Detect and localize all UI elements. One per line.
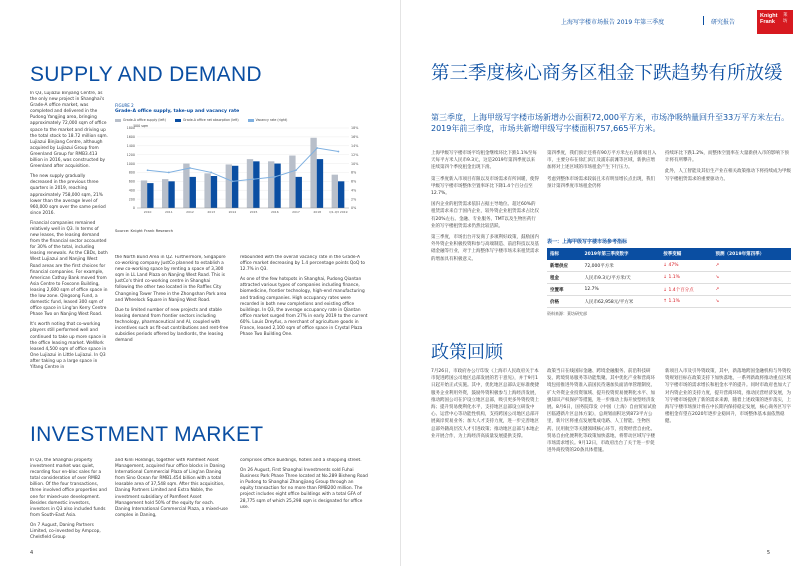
market-para: 上海甲级写字楼市场平均租金继续环比下跌1.1%至每天每平方米人民币9.3元，这是2019年第四季度以来连续第四个季度租金出现下滑。 [431,151,537,171]
y-tick-label: 1200 [126,152,135,157]
page-number: 5 [766,550,770,556]
bar-absorption [317,159,323,208]
table-cell: 人民币62,958元/平方米 [582,296,661,308]
table-cell: ↑ 1.1% [660,296,712,308]
bar-supply [332,175,338,208]
table-row [547,284,791,296]
knight-frank-logo [757,10,793,34]
table-header-row [547,248,791,260]
supply-heading: SUPPLY AND DEMAND [30,63,262,86]
supply-para: Financial companies remained relatively well in Q3. In terms of new leases, the leasing demand from the financial sector accounted for 30% of the total, including leasing renewals. As the CBDs, both West Lujiazui and Nanjing West Road areas are the first choices for financial companies. For example, American Cathay Bank moved from Asia Centre to Foxconn Building, leasing 2,600 sqm of office space in the low zone. Qingsong Fund, a domestic fund, leased 300 sqm of office space in Ling'an Kerry Centre Phase Two on Nanjing West Road. [30,220,108,318]
bar-supply [183,164,189,208]
y-tick-label: 1600 [126,135,135,140]
legend-label: Grade-A office net absorption (left) [182,118,239,122]
table-row [547,272,791,284]
y-tick-label: 800 [128,170,135,175]
x-tick-label: 2014 [228,210,237,214]
y2-tick-label: 0% [351,206,357,211]
bar-supply [247,159,253,208]
invest-col2 [115,458,230,548]
bar-supply [226,164,232,208]
table-cell: ↘ [713,296,791,308]
table-header: 指标 [547,248,582,260]
table-cell: ↓ 47% [660,260,712,272]
right-page [400,0,800,566]
supply-para: rebounded with the overall vacancy rate in the Grade-A office market decreasing by 1.4 percentage points QoQ to 12.7% in Q3. [240,255,365,273]
y-axis-unit: '000 sqm [133,124,149,128]
policy-heading: 政策回顾 [431,342,503,363]
market-para: 持续环比下跌1.2%，而整体空置率在大量新供入市的影响下预计将有所攀升。 [665,151,789,164]
bar-absorption [274,164,280,208]
vacancy-point [253,178,255,180]
bar-absorption [253,161,259,208]
table-cell: ↗ [713,260,791,272]
market-para: 此外，人工智能及其衍生产业在相关政策推动下将持续成为甲级写字楼租赁需求的重要驱动力。 [665,169,791,182]
bar-absorption [296,177,302,208]
market-col2 [547,150,657,230]
table-cell: ↘ [713,272,791,284]
market-para: 考虑到整体市场需求较弱且未有明显增长点出现，我们预计第四季度市场租金仍将 [547,176,655,189]
y2-tick-label: 14% [351,143,359,148]
page-number: 4 [30,550,34,556]
table-cell: 12.7% [582,284,661,296]
y-tick-label: 0 [132,206,135,211]
y2-tick-label: 6% [351,179,357,184]
invest-para: On 7 August, Daning Partners Limited, co-invested by Ampcop, Chelsfield Group [30,522,101,541]
bar-supply [268,161,274,208]
bar-supply [141,180,147,208]
legend-label: Vacancy rate (right) [255,118,288,122]
bar-absorption [190,177,196,208]
table-cell: ↓ 1.1% [660,272,712,284]
market-para: 第三季度新入市项目有限以及市场需求有所回暖，使得甲级写字楼市场整体空置率环比下降1.4个百分点至12.7%。 [431,176,539,197]
market-para: 第四季度，我们预计还将有90万平方米左右的新项目入市，主要分布在徐汇滨江及浦东前滩等区域，新供应增加将对上述区域的市场租金产生下行压力。 [547,151,657,171]
policy-para: 7月26日，市政府办公厅印发《上海市人民政府关于本市促进跨国公司地区总部发展的若干意见》，并于9月1日起开始正式实施。其中，优化地区总部认定标准便捷服务企业利用外资，鼓励外资积极参与上海经济发展，推动跨国公司在沪设立地区总部，吸引更多外资投资上海；提升贸易便利化水平，支持地区总部设立研发中心、运营中心等功能性机构，支持跨国公司地区总部开展离岸贸易业务；加大人才支持力度，进一步完善地区总部外籍高层次人才引进政策；推动地区总部与本地企业开展合作，为上海经济高质量发展提供支撑。 [431,369,539,439]
y-tick-label: 1400 [126,143,135,148]
figure-label: FIGURE 2 [115,103,134,108]
y2-tick-label: 4% [351,188,357,193]
bar-supply [289,156,295,208]
table-title: 表一：上海甲级写字楼市场参考指标 [547,239,628,245]
page-headline: 第三季度核心商务区租金下跌趋势有所放缓 [431,63,783,84]
x-tick-label: 2015 [249,210,258,214]
invest-para: In Q3, the Shanghai property investment market was quiet, recording four en-bloc sales for a total consideration of over RMB2 billion. Of the four transactions, three involved office properties and one for mixed-use development. Besides domestic investors, investors in Q3 also included funds from South-East Asia. [30,458,107,518]
bar-absorption [338,181,344,208]
report-type: 研究报告 [711,19,736,26]
invest-col3 [240,458,368,548]
table-header: 预测（2019年第四季） [713,248,791,260]
table-row [547,260,791,272]
bar-absorption [211,176,217,208]
y2-tick-label: 16% [351,135,359,140]
y2-tick-label: 12% [351,152,359,157]
supply-para: In Q3, Lujiazui Binjiang Centre, as the only new project in Shanghai's Grade-A office market, was completed and delivered in the Pudong Yangjing area, bringing approximately 72,000 sqm of office space to the market and driving up the total stock to 18.72 million sqm. Lujiazui Binjiang Centre, although acquired by Lujiazui Group from Greenland Group for RMB3.413 billion in 2016, was constructed by Greenland after acquisition. [30,91,108,170]
vacancy-point [232,180,234,182]
table-source: 资料来源：莱坊研究部 [547,311,587,316]
bar-supply [204,173,210,208]
invest-col1 [30,458,108,548]
bar-absorption [168,181,174,208]
table-header: 按季变幅 [660,248,712,260]
vacancy-point [316,147,318,149]
vacancy-point [168,172,170,174]
x-tick-label: Q1-Q3 2019 [329,210,348,214]
indicator-table-block [547,238,791,317]
table-row [547,296,791,308]
invest-para: comprises office buildings, hotels and a shopping street. [240,458,362,463]
supply-para: the North Bund Area in Q2. Furthermore, Singapore co-working company JustCo planned to establish a new co-working space by renting a space of 3,300 sqm in LL Land Plaza on Nanjing West Road. This is JustCo's third co-working centre in Shanghai following the other two located in the Raffles City Changning Tower Three in the Zhongshan Park area and Wheelock Square in Nanjing West Road. [115,255,227,303]
table-cell: 空置率 [547,284,582,296]
bar-absorption [232,166,238,208]
supply-col1 [30,91,108,471]
y2-tick-label: 2% [351,197,357,202]
market-para: 第三季度，市场出台开发商了多项利好政策，鼓励国内外外资企业积极投资和参与高端制造、前沿科技以及基础金融等行业，对于上海整体写字楼市场未来租赁需求的增加具有积极意义。 [431,235,539,262]
x-tick-label: 2018 [313,210,322,214]
y2-tick-label: 10% [351,161,359,166]
legend-label: Grade-A office supply (left) [123,118,166,122]
x-tick-label: 2012 [186,210,194,214]
bar-absorption [147,183,153,208]
table-cell: 新增供应 [547,260,582,272]
table-cell: ↓ 1.4个百分点 [660,284,712,296]
investment-heading: INVESTMENT MARKET [30,423,264,446]
y-tick-label: 400 [128,188,135,193]
supply-col2 [115,255,230,405]
figure-source: Source: Knight Frank Research [115,228,174,233]
y-tick-label: 600 [128,179,135,184]
vacancy-point [189,167,191,169]
supply-chart [115,122,365,222]
table-header: 2019年第三季度数字 [582,248,661,260]
table-cell: 人民币9.3元/平方米/天 [582,272,661,284]
bar-supply [310,138,316,208]
policy-col1 [431,368,539,543]
logo-zh: 莱坊 [783,13,788,24]
x-tick-label: 2016 [270,210,279,214]
supply-para: The new supply gradually decreased in the previous three quarters in 2019, reaching approximately 758,000 sqm, 21% lower than the average level of 960,000 sqm over the same period since 2016. [30,174,106,216]
table-cell: ↗ [713,284,791,296]
supply-para: As one of the few hotspots in Shanghai, Pudong Qiantan attracted various types of companies including finance, biomedicine, frontier technology, high-end manufacturing and trading companies. High occupancy rates were recorded in both new completions and existing office buildings. In Q3, the average occupancy rate in Qiantan office market surged from 27% in early 2019 to the current 60%. Louis Dreyfus, a merchant of agriculture goods in France, leased 2,100 sqm of office space in Crystal Plaza Phase Two Building One. [240,277,368,338]
indicator-table [547,248,791,308]
vacancy-point [147,169,149,171]
page-subhead: 第三季度，上海甲级写字楼市场新增办公面积72,000平方米，市场净吸纳量回升至33万平方米左右。2019年前三季度，市场共新增甲级写字楼面积757,665平方米。 [431,113,790,133]
policy-col2 [547,368,657,543]
y-tick-label: 1000 [126,161,135,166]
y-tick-label: 1800 [126,126,135,131]
vacancy-line [148,148,339,181]
x-tick-label: 2010 [143,210,152,214]
supply-para: It's worth noting that co-working players still performed well and continued to take up more space in the office leasing market. WeWork leased 4,500 sqm of office space in One Lujiazui in Little Lujiazui. In Q3 after taking up a large space in Yifang Centre in [30,322,107,371]
report-title: 上海写字楼市场报告 2019 年第三季度 [561,19,665,26]
invest-para: and Kinli Holdings, together with Pamfleet Asset Management, acquired four office blocks in Daning International Commercial Plaza of Ling'an Daning from Sino Ocean for RMB1.454 billion with a total leasable area of 37,548 sqm. After this acquisition, Daning Partners Limited and Extra Noble, the investment subsidiary of Pamfleet Asset Management hold 50% of the equity for each. Daning International Commercial Plaza, a mixed-use complex in Daning, [115,458,228,518]
x-tick-label: 2011 [164,210,173,214]
logo-en: Knight Frank [760,13,778,25]
market-col3 [665,150,791,230]
policy-para: 新项目入市及引外资政策，其中，新落地跨国金融机构与外资投资规划目标在政策支持下加快落地，一系列新政将推动重点区域写字楼市场的需求增长和租金水平的提升。同时市政府也加大了对内资企业的支持力度，提升营商环境，推动民营经济发展，为写字楼市场提供了新的需求来源，随着上述政策的逐步落实，上海写字楼市场预计将在中长期内保持稳定发展，核心商务区写字楼租金有望在2020年逐步企稳回升，市场整体基本面依然稳健。 [665,369,791,425]
market-col1 [431,150,539,335]
y2-tick-label: 18% [351,126,359,131]
vacancy-point [210,172,212,174]
y-tick-label: 200 [128,197,135,202]
market-para: 国内企业的租赁需求依旧占据主导地位。超过60%的租赁需求来自于国内企业，较外资企业租赁需求占比仅有20%左右。金融、专业服务、TMT以及生物医药行业的写字楼租赁需求仍然比较活跃。 [431,202,539,229]
figure-title: Grade-A office supply, take-up and vacancy rate [115,109,240,114]
supply-col3 [240,255,368,405]
table-cell: 价格 [547,296,582,308]
y2-tick-label: 8% [351,170,357,175]
vacancy-point [274,176,276,178]
table-cell: 租金 [547,272,582,284]
x-tick-label: 2013 [207,210,216,214]
header-divider [703,16,704,25]
vacancy-point [338,151,340,153]
figure-2 [115,103,365,233]
supply-para: Due to limited number of new projects and stable leasing demand from frontier sectors including technology, pharmaceutical and AI, coupled with incentives such as fit-out contributions and rent-free subsidies periods offered by landlords, the leasing demand [115,307,229,344]
bar-supply [162,179,168,208]
table-cell: 72,000平方米 [582,260,661,272]
policy-col3 [665,368,791,543]
policy-para: 政策当日在线国际金融、跨境金融服务、前沿科技研发、跨境贸易服务等功能集聚。其中优化产业和营商环境包括推进外资准入前国民待遇加负面清单管理制度、扩大外资企业投资领域、提升投资贸易便利化水平、加强知识产权保护等措施，进一步推动上海开放型经济发展。8月6日，国务院印发《中国（上海）自由贸易试验区临港新片区总体方案》，总规划面积达到873平方公里，新片区将重点发展集成电路、人工智能、生物医药、民用航空等关键领域核心环节，投资经营自由化、贸易自由化便利化等政策加快落地，将带动区域写字楼市场需求增长。9月12日，市政府出台了关于进一步促进外商投资的20条具体措施。 [547,369,657,454]
vacancy-point [295,169,297,171]
x-tick-label: 2017 [292,210,300,214]
invest-para: On 26 August, First Shanghai Investments sold Fuhai Business Park Phase Three located at No.289 Bisheng Road in Pudong to Shanghai Zhangjiang Group through an equity transaction for no more than RMB200 million. The project includes eight office buildings with a total GFA of 28,775 sqm of which 25,298 sqm is designated for office use. [240,468,368,510]
